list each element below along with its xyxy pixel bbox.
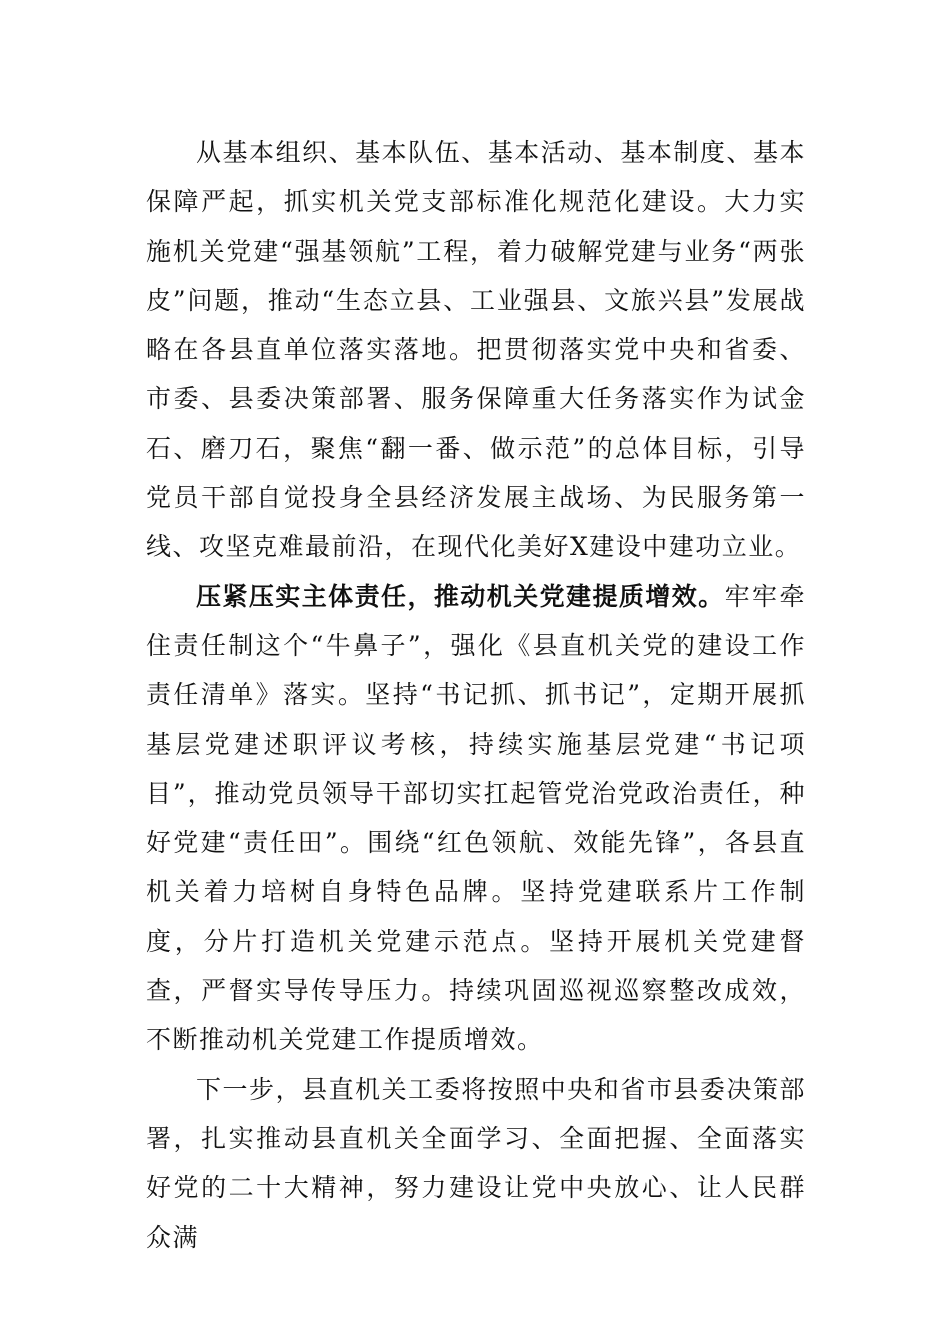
paragraph-practice-text: 从基本组织、基本队伍、基本活动、基本制度、基本保障严起，抓实机关党支部标准化规范化建设。大力实施机关党建“强基领航”工程，着力破解党建与业务“两张皮”问题，推动“生态立县、工业强县、文旅兴县”发展战略在各县直单位落实落地。把贯彻落实党中央和省委、市委、县委决策部署、服务保障重大任务落实作为试金石、磨刀石，聚焦“翻一番、做示范”的总体目标，引导党员干部自觉投身全县经济发展主战场、为民服务第一线、攻坚克难最前沿，在现代化美好X建设中建功立业。	[146, 138, 806, 562]
paragraph-responsibility-text: 牢牢牵住责任制这个“牛鼻子”，强化《县直机关党的建设工作责任清单》落实。坚持“书记抓、抓书记”，定期开展抓基层党建述职评议考核，持续实施基层党建“书记项目”，推动党员领导干部切实扛起管党治党政治责任，种好党建“责任田”。围绕“红色领航、效能先锋”，各县直机关着力培树自身特色品牌。坚持党建联系片工作制度，分片打造机关党建示范点。坚持开展机关党建督查，严督实导传导压力。持续巩固巡视巡察整改成效，不断推动机关党建工作提质增效。	[146, 581, 806, 1055]
paragraph-responsibility-heading: 压紧压实主体责任，推动机关党建提质增效。	[196, 581, 725, 611]
paragraph-next-step	[146, 1065, 806, 1262]
paragraph-next-step-text: 下一步，县直机关工委将按照中央和省市县委决策部署，扎实推动县直机关全面学习、全面把握、全面落实好党的二十大精神，努力建设让党中央放心、让人民群众满	[146, 1074, 806, 1252]
paragraph-responsibility	[146, 572, 806, 1065]
paragraph-practice	[146, 128, 806, 572]
document-body	[146, 128, 806, 1262]
